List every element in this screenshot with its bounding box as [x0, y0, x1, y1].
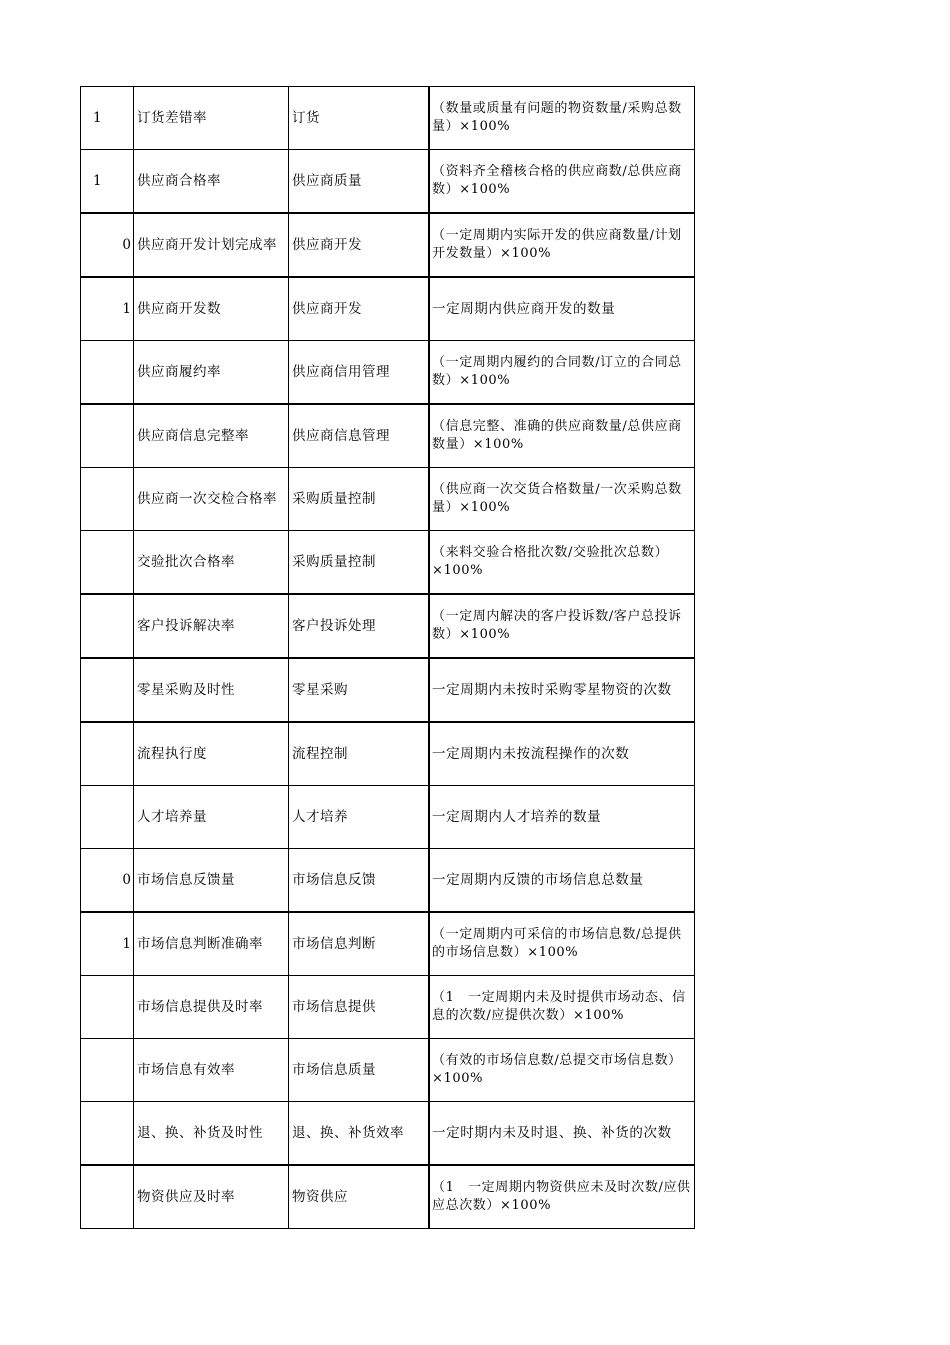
formula-cell: 一定周期内未按流程操作的次数 [429, 722, 695, 786]
indicator-name-cell: 人才培养量 [134, 786, 289, 849]
row-number-cell [81, 1039, 134, 1102]
table-row [81, 1165, 695, 1229]
indicator-name-cell: 供应商开发计划完成率 [134, 213, 289, 277]
formula-cell: （1 一定周期内物资供应未及时次数/应供应总次数）×100% [429, 1165, 695, 1229]
indicator-name-cell: 供应商开发数 [134, 277, 289, 341]
formula-cell: 一定时期内未及时退、换、补货的次数 [429, 1102, 695, 1166]
row-number-cell [81, 531, 134, 595]
table-row [81, 849, 695, 913]
formula-cell: （一定周期内履约的合同数/订立的合同总数）×100% [429, 341, 695, 405]
indicator-name-cell: 订货差错率 [134, 87, 289, 150]
assessment-area-cell: 订货 [289, 87, 430, 150]
assessment-area-cell: 市场信息反馈 [289, 849, 430, 913]
table-row [81, 786, 695, 849]
row-number-cell [81, 1102, 134, 1166]
indicator-name-cell: 客户投诉解决率 [134, 594, 289, 658]
table-row [81, 594, 695, 658]
indicator-name-cell: 供应商信息完整率 [134, 404, 289, 468]
assessment-area-cell: 市场信息判断 [289, 912, 430, 976]
row-number-cell: 1 [81, 912, 134, 976]
table-row [81, 404, 695, 468]
table-row [81, 213, 695, 277]
formula-cell: （一定周期内可采信的市场信息数/总提供的市场信息数）×100% [429, 912, 695, 976]
table-row [81, 1039, 695, 1102]
table-row [81, 912, 695, 976]
assessment-area-cell: 采购质量控制 [289, 531, 430, 595]
formula-cell: （供应商一次交货合格数量/一次采购总数量）×100% [429, 468, 695, 531]
assessment-area-cell: 供应商开发 [289, 213, 430, 277]
assessment-area-cell: 供应商信息管理 [289, 404, 430, 468]
row-number-cell [81, 786, 134, 849]
row-number-cell [81, 976, 134, 1039]
row-number-cell [81, 404, 134, 468]
formula-cell: （一定周期内实际开发的供应商数量/计划开发数量）×100% [429, 213, 695, 277]
table-row [81, 658, 695, 722]
assessment-area-cell: 物资供应 [289, 1165, 430, 1229]
row-number-cell: 1 [81, 150, 134, 214]
formula-cell: 一定周期内人才培养的数量 [429, 786, 695, 849]
formula-cell: （信息完整、准确的供应商数量/总供应商数量）×100% [429, 404, 695, 468]
row-number-cell [81, 468, 134, 531]
assessment-area-cell: 市场信息提供 [289, 976, 430, 1039]
row-number-cell [81, 594, 134, 658]
assessment-area-cell: 人才培养 [289, 786, 430, 849]
row-number-cell [81, 1165, 134, 1229]
formula-cell: （资料齐全稽核合格的供应商数/总供应商数）×100% [429, 150, 695, 214]
row-number-cell [81, 722, 134, 786]
indicator-name-cell: 供应商一次交检合格率 [134, 468, 289, 531]
table-row [81, 150, 695, 214]
assessment-area-cell: 供应商质量 [289, 150, 430, 214]
formula-cell: （一定周内解决的客户投诉数/客户总投诉数）×100% [429, 594, 695, 658]
assessment-area-cell: 供应商开发 [289, 277, 430, 341]
row-number-cell [81, 341, 134, 405]
indicator-name-cell: 流程执行度 [134, 722, 289, 786]
table-row [81, 341, 695, 405]
assessment-area-cell: 供应商信用管理 [289, 341, 430, 405]
row-number-cell: 1 [81, 87, 134, 150]
table-row [81, 277, 695, 341]
assessment-area-cell: 市场信息质量 [289, 1039, 430, 1102]
kpi-table-body [81, 87, 695, 1229]
assessment-area-cell: 采购质量控制 [289, 468, 430, 531]
row-number-cell [81, 658, 134, 722]
kpi-table [80, 86, 695, 1229]
formula-cell: （数量或质量有问题的物资数量/采购总数量）×100% [429, 87, 695, 150]
indicator-name-cell: 市场信息有效率 [134, 1039, 289, 1102]
formula-cell: （1 一定周期内未及时提供市场动态、信息的次数/应提供次数）×100% [429, 976, 695, 1039]
indicator-name-cell: 供应商合格率 [134, 150, 289, 214]
formula-cell: 一定周期内反馈的市场信息总数量 [429, 849, 695, 913]
table-row [81, 531, 695, 595]
row-number-cell: 0 [81, 849, 134, 913]
indicator-name-cell: 市场信息判断准确率 [134, 912, 289, 976]
assessment-area-cell: 退、换、补货效率 [289, 1102, 430, 1166]
indicator-name-cell: 物资供应及时率 [134, 1165, 289, 1229]
formula-cell: 一定周期内未按时采购零星物资的次数 [429, 658, 695, 722]
row-number-cell: 0 [81, 213, 134, 277]
row-number-cell: 1 [81, 277, 134, 341]
formula-cell: （来料交验合格批次数/交验批次总数）×100% [429, 531, 695, 595]
formula-cell: （有效的市场信息数/总提交市场信息数）×100% [429, 1039, 695, 1102]
table-row [81, 87, 695, 150]
formula-cell: 一定周期内供应商开发的数量 [429, 277, 695, 341]
indicator-name-cell: 市场信息提供及时率 [134, 976, 289, 1039]
assessment-area-cell: 零星采购 [289, 658, 430, 722]
indicator-name-cell: 退、换、补货及时性 [134, 1102, 289, 1166]
assessment-area-cell: 客户投诉处理 [289, 594, 430, 658]
table-row [81, 468, 695, 531]
assessment-area-cell: 流程控制 [289, 722, 430, 786]
table-row [81, 1102, 695, 1166]
indicator-name-cell: 供应商履约率 [134, 341, 289, 405]
indicator-name-cell: 零星采购及时性 [134, 658, 289, 722]
table-row [81, 722, 695, 786]
indicator-name-cell: 市场信息反馈量 [134, 849, 289, 913]
indicator-name-cell: 交验批次合格率 [134, 531, 289, 595]
table-row [81, 976, 695, 1039]
